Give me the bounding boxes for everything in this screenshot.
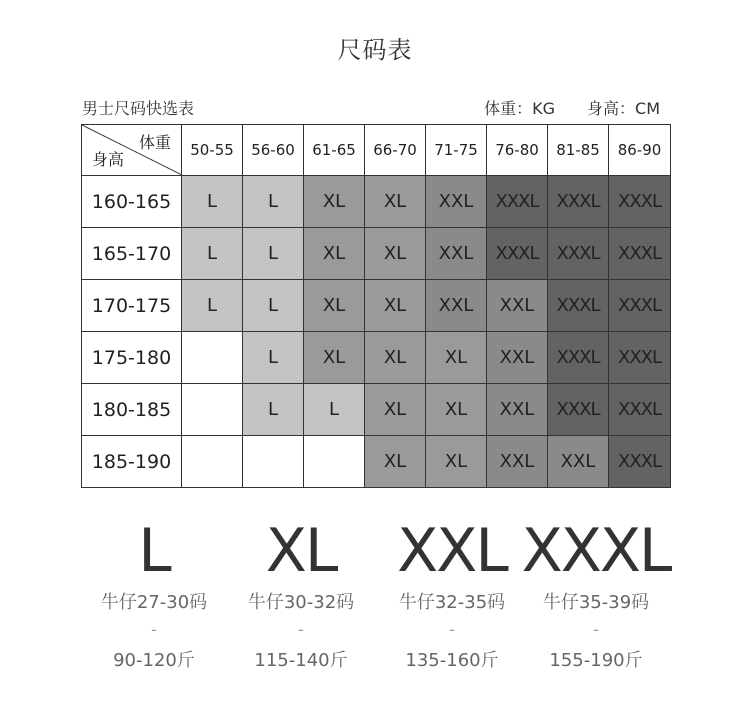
size-cell: XXXL	[609, 280, 671, 332]
size-cell: XXXL	[487, 176, 548, 228]
size-cell: L	[182, 176, 243, 228]
size-cell: XXXL	[548, 332, 609, 384]
legend-size: XXXL	[521, 516, 671, 586]
page-title: 尺码表	[337, 36, 413, 64]
table-row	[82, 228, 671, 280]
size-cell: XL	[365, 436, 426, 488]
size-cell: XXXL	[609, 384, 671, 436]
legend-size: XXL	[397, 516, 507, 586]
legend-weight-range: 135-160斤	[405, 650, 499, 671]
size-cell: XL	[304, 228, 365, 280]
size-cell: XL	[304, 280, 365, 332]
size-cell: XXXL	[548, 384, 609, 436]
weight-unit-label: 体重：KG	[484, 99, 556, 118]
height-row-header: 180-185	[82, 384, 182, 436]
size-cell	[182, 332, 243, 384]
size-cell	[182, 436, 243, 488]
chart-subheader	[82, 96, 672, 118]
corner-cell	[82, 125, 182, 176]
legend-weight-range: 115-140斤	[254, 650, 348, 671]
legend-jeans-size: 牛仔32-35码	[398, 592, 506, 613]
header-row	[82, 125, 671, 176]
height-row-header: 185-190	[82, 436, 182, 488]
size-legend	[0, 516, 750, 696]
size-cell: XXXL	[548, 228, 609, 280]
size-cell: XXXL	[487, 228, 548, 280]
weight-column-header: 61-65	[304, 125, 365, 176]
weight-column-header: 86-90	[609, 125, 671, 176]
size-cell: XXL	[487, 332, 548, 384]
legend-jeans-size: 牛仔35-39码	[542, 592, 650, 613]
table-row	[82, 176, 671, 228]
height-row-header: 175-180	[82, 332, 182, 384]
size-chart-table	[81, 124, 671, 488]
legend-dash: -	[449, 620, 455, 639]
unit-labels	[484, 96, 660, 119]
table-row	[82, 332, 671, 384]
size-cell: L	[182, 280, 243, 332]
size-cell: XXL	[487, 384, 548, 436]
size-cell: XL	[426, 436, 487, 488]
size-cell: XL	[365, 384, 426, 436]
height-row-header: 160-165	[82, 176, 182, 228]
size-cell: XXXL	[548, 280, 609, 332]
size-cell: XXL	[426, 280, 487, 332]
legend-dash: -	[593, 620, 599, 639]
height-row-header: 170-175	[82, 280, 182, 332]
size-cell: XXL	[548, 436, 609, 488]
chart-subtitle: 男士尺码快选表	[82, 99, 195, 118]
size-cell: XL	[426, 332, 487, 384]
size-cell: XXL	[426, 176, 487, 228]
table-row	[82, 280, 671, 332]
size-cell: L	[304, 384, 365, 436]
size-cell: XXXL	[609, 228, 671, 280]
size-cell: XL	[365, 280, 426, 332]
size-cell: XXXL	[609, 436, 671, 488]
size-cell	[304, 436, 365, 488]
weight-column-header: 50-55	[182, 125, 243, 176]
size-cell: L	[243, 280, 304, 332]
legend-dash: -	[151, 620, 157, 639]
size-cell: XL	[365, 228, 426, 280]
legend-size: XL	[265, 516, 337, 586]
legend-jeans-size: 牛仔30-32码	[247, 592, 355, 613]
size-cell	[243, 436, 304, 488]
legend-dash: -	[298, 620, 304, 639]
weight-column-header: 76-80	[487, 125, 548, 176]
size-cell	[182, 384, 243, 436]
size-cell: L	[182, 228, 243, 280]
legend-weight-range: 155-190斤	[549, 650, 643, 671]
weight-column-header: 71-75	[426, 125, 487, 176]
size-cell: XL	[304, 176, 365, 228]
size-cell: XXL	[487, 436, 548, 488]
size-cell: L	[243, 176, 304, 228]
table-row	[82, 384, 671, 436]
size-cell: XL	[426, 384, 487, 436]
legend-weight-range: 90-120斤	[113, 650, 195, 671]
size-cell: XL	[365, 176, 426, 228]
size-cell: XXL	[487, 280, 548, 332]
legend-item-xxxl	[506, 516, 686, 674]
size-cell: L	[243, 228, 304, 280]
size-cell: XXXL	[548, 176, 609, 228]
legend-jeans-size: 牛仔27-30码	[100, 592, 208, 613]
corner-height-label: 身高	[92, 150, 125, 169]
weight-column-header: 66-70	[365, 125, 426, 176]
weight-column-header: 56-60	[243, 125, 304, 176]
legend-size: L	[138, 516, 170, 586]
weight-column-header: 81-85	[548, 125, 609, 176]
size-cell: XXXL	[609, 176, 671, 228]
size-cell: XXXL	[609, 332, 671, 384]
size-cell: L	[243, 384, 304, 436]
height-unit-label: 身高：CM	[587, 99, 660, 118]
size-cell: XL	[304, 332, 365, 384]
size-cell: XXL	[426, 228, 487, 280]
corner-weight-label: 体重	[138, 133, 171, 152]
table-row	[82, 436, 671, 488]
height-row-header: 165-170	[82, 228, 182, 280]
size-cell: L	[243, 332, 304, 384]
size-cell: XL	[365, 332, 426, 384]
